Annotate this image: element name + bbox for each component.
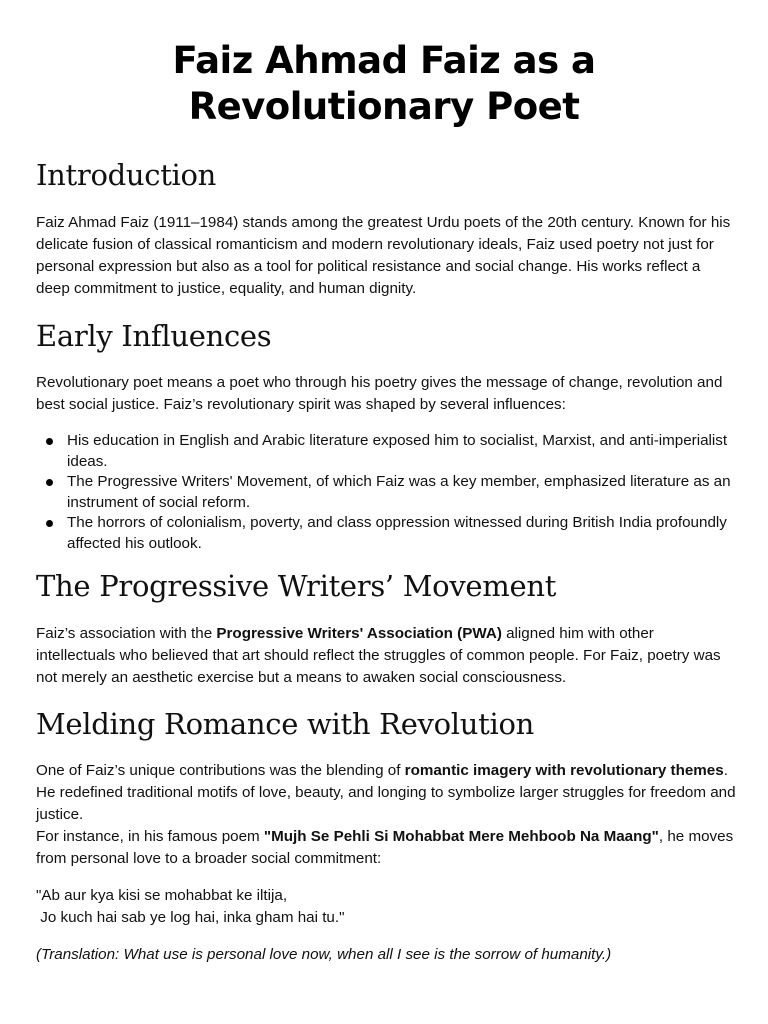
- page-title-line-1: Faiz Ahmad Faiz as a: [172, 39, 596, 82]
- bullet-icon: [46, 479, 53, 486]
- list-item-text: His education in English and Arabic literature exposed him to socialist, Marxist, and anti-imperialist ideas.: [67, 432, 728, 470]
- melding-instance-text-2: , he moves from personal love to a broader social commitment:: [36, 828, 734, 867]
- melding-text-2: . He redefined traditional motifs of love, beauty, and longing to symbolize larger struggles for freedom and justice.: [36, 762, 736, 823]
- introduction-paragraph: Faiz Ahmad Faiz (1911–1984) stands among the greatest Urdu poets of the 20th century. Known for his delicate fusion of classical romanticism and modern revolutionary ideals, Faiz used poetry not just for personal expression but also as a tool for political resistance and social change. His works reflect a deep commitment to justice, equality, and human dignity.: [36, 214, 731, 297]
- melding-bold-text: romantic imagery with revolutionary themes: [404, 762, 724, 779]
- melding-paragraph: [36, 760, 736, 870]
- poem-title: "Mujh Se Pehli Si Mohabbat Mere Mehboob Na Maang": [263, 828, 659, 845]
- bullet-icon: [46, 520, 53, 527]
- list-item-text: The Progressive Writers' Movement, of which Faiz was a key member, emphasized literature as an instrument of social reform.: [67, 473, 731, 511]
- pwm-bold-text: Progressive Writers' Association (PWA): [216, 625, 502, 642]
- section-heading-early-influences: Early Influences: [36, 319, 272, 353]
- section-heading-progressive-writers: The Progressive Writers’ Movement: [36, 569, 557, 603]
- quote-line-2: Jo kuch hai sab ye log hai, inka gham hai tu.": [36, 909, 345, 926]
- section-heading-melding: Melding Romance with Revolution: [36, 707, 535, 741]
- influences-list: [36, 431, 736, 554]
- early-influences-paragraph: Revolutionary poet means a poet who through his poetry gives the message of change, revolution and best social justice. Faiz’s revolutionary spirit was shaped by several influences:: [36, 374, 723, 413]
- melding-text-1: One of Faiz’s unique contributions was the blending of: [36, 762, 405, 779]
- pwm-text-2: aligned him with other intellectuals who believed that art should reflect the struggles of common people. For Faiz, poetry was not merely an aesthetic exercise but a means to awaken social consciousness.: [36, 625, 721, 686]
- progressive-writers-paragraph: [36, 623, 736, 689]
- poem-quote: [36, 885, 736, 929]
- page-title: [40, 38, 728, 130]
- page-title-line-2: Revolutionary Poet: [188, 85, 580, 128]
- section-heading-introduction: Introduction: [36, 158, 217, 192]
- melding-instance-text-1: For instance, in his famous poem: [36, 828, 264, 845]
- quote-line-1: "Ab aur kya kisi se mohabbat ke iltija,: [36, 887, 288, 904]
- list-item-text: The horrors of colonialism, poverty, and class oppression witnessed during British India profoundly affected his outlook.: [67, 514, 727, 552]
- bullet-icon: [46, 438, 53, 445]
- pwm-text-1: Faiz’s association with the: [36, 625, 217, 642]
- list-item: [36, 431, 736, 472]
- list-item: [36, 513, 736, 554]
- translation-note: (Translation: What use is personal love now, when all I see is the sorrow of humanity.): [36, 946, 612, 963]
- list-item: [36, 472, 736, 513]
